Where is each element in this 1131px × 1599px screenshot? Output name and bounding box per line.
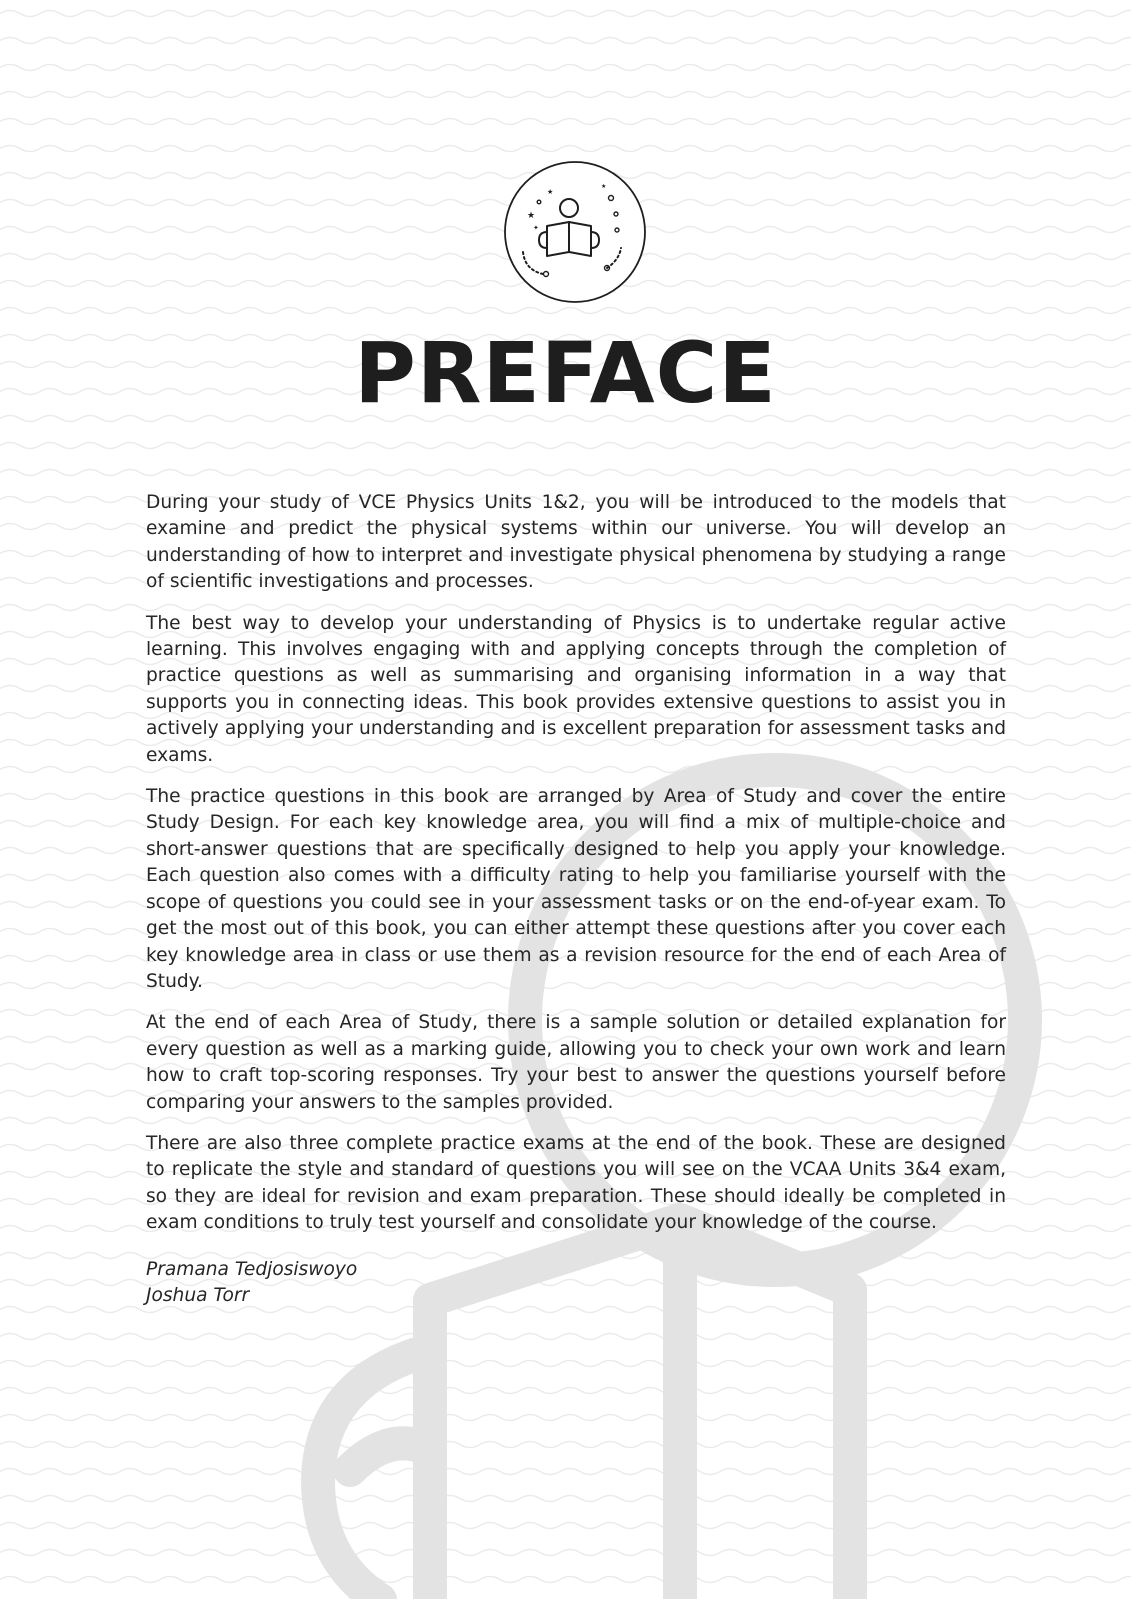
page-title: PREFACE: [354, 324, 777, 422]
paragraph: The best way to develop your understanding of Physics is to undertake regular active learning. This involves engaging with and applying concepts through the completion of practice questions as well as summarising and organising information in a way that supports you in connecting ideas. This book provides extensive questions to assist you in actively applying your understanding and is excellent preparation for assessment tasks and exams.: [146, 612, 1006, 766]
author-signature: [146, 1257, 1006, 1310]
paragraph: During your study of VCE Physics Units 1&2, you will be introduced to the models that examine and predict the physical systems within our universe. You will develop an understanding of how to interpret and investigate physical phenomena by studying a range of scientific investigations and processes.: [146, 492, 1006, 593]
svg-text:✦: ✦: [533, 224, 539, 232]
paragraph: At the end of each Area of Study, there is a sample solution or detailed explanation for every question as well as a marking guide, allowing you to check your own work and learn how to craft top-scoring responses. Try your best to answer the questions yourself before comparing your answers to the samples provided.: [146, 1012, 1006, 1113]
svg-text:★: ★: [601, 183, 607, 190]
reading-person-icon: [503, 160, 647, 304]
paragraph: There are also three complete practice exams at the end of the book. These are designed to replicate the style and standard of questions you will see on the VCAA Units 3&4 exam, so they are ideal for revision and exam preparation. These should ideally be completed in exam conditions to truly test yourself and consolidate your knowledge of the course.: [146, 1132, 1006, 1234]
svg-text:★: ★: [547, 188, 554, 196]
svg-text:★: ★: [527, 211, 536, 221]
author-name: Joshua Torr: [146, 1284, 250, 1306]
author-name: Pramana Tedjosiswoyo: [146, 1258, 358, 1280]
paragraph: The practice questions in this book are arranged by Area of Study and cover the entire Study Design. For each key knowledge area, you will find a mix of multiple-choice and short-answer questions that are specifically designed to help you apply your knowledge. Each question also comes with a difficulty rating to help you familiarise yourself with the scope of questions you could see in your assessment tasks or on the end-of-year exam. To get the most out of this book, you can either attempt these questions after you cover each key knowledge area in class or use them as a revision resource for the end of each Area of Study.: [146, 786, 1006, 992]
preface-body: [146, 490, 1006, 1309]
